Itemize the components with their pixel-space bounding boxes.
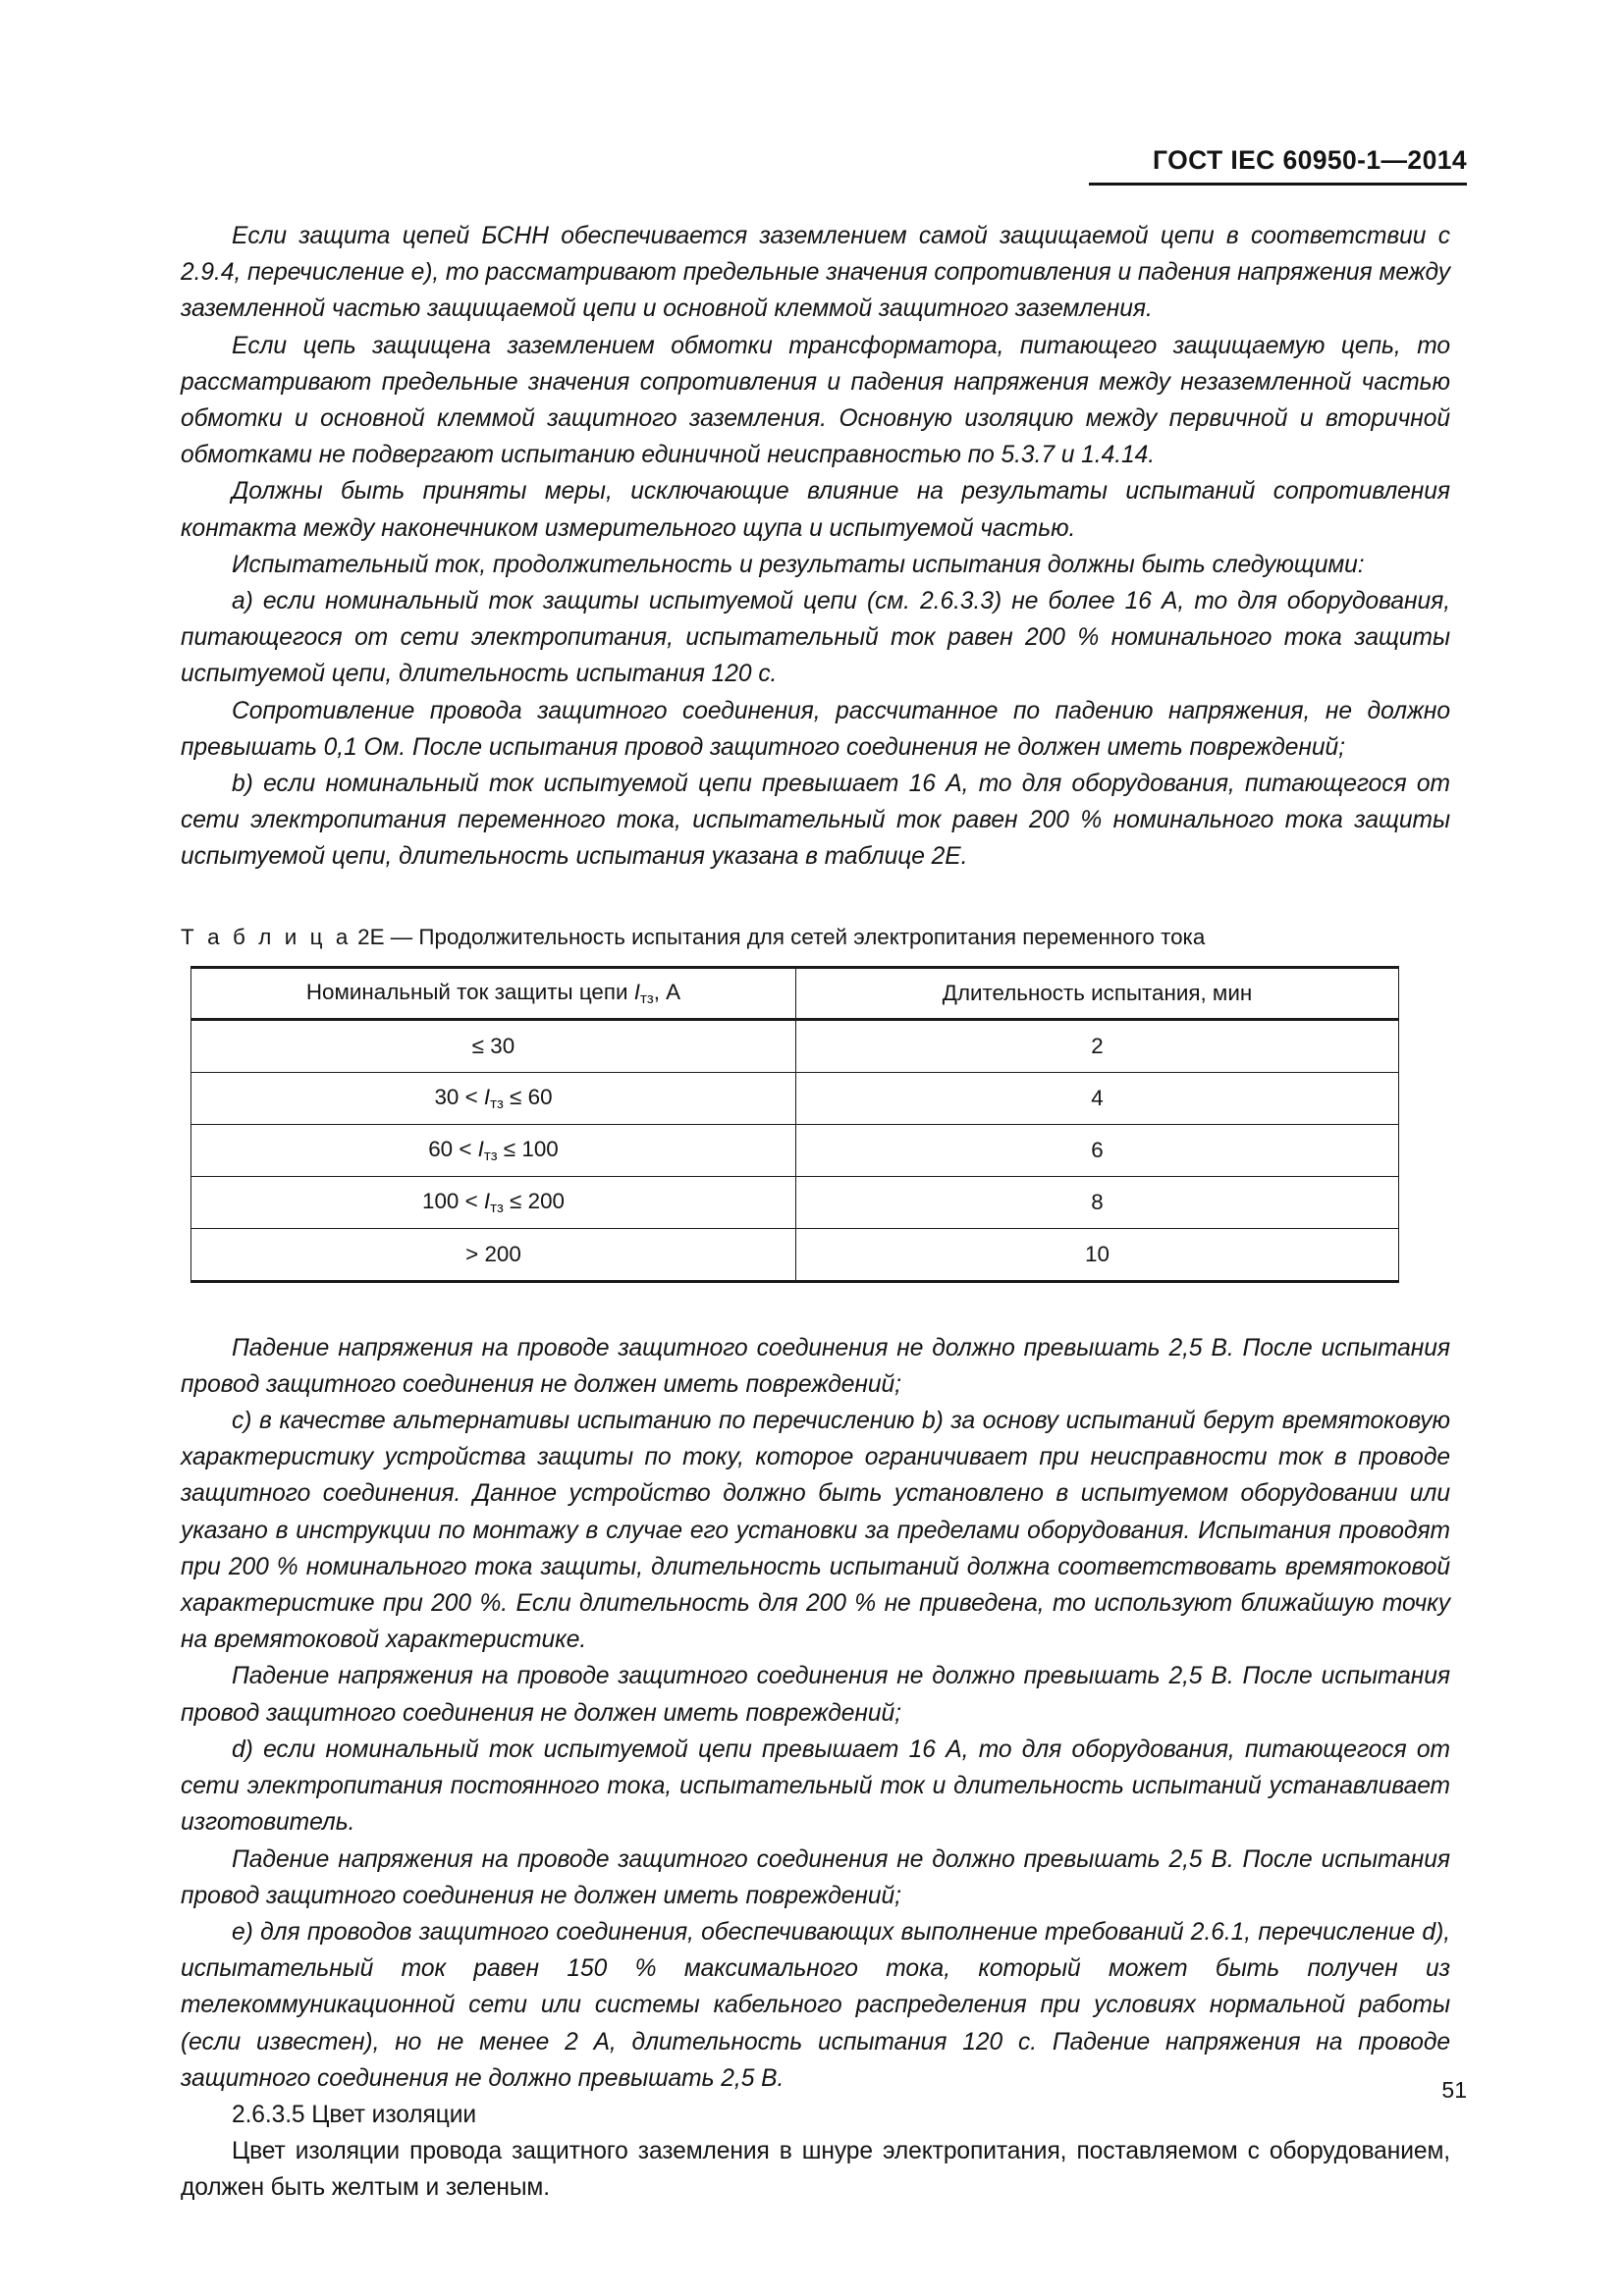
cell-duration: 4 xyxy=(796,1072,1399,1124)
cell-duration: 10 xyxy=(796,1228,1399,1281)
table-header-row xyxy=(191,967,1399,1019)
paragraph: d) если номинальный ток испытуемой цепи превышает 16 А, то для оборудования, питающегося от сети электропитания постоянного тока, испытательный ток и длительность испытаний устанавливает изготовитель. xyxy=(181,1735,1450,1837)
table-row xyxy=(191,1228,1399,1281)
cell-current: $100 < I_{тз} \le 200$ xyxy=(191,1176,796,1228)
running-header: ГОСТ IEC 60950-1—2014 xyxy=(1153,145,1467,175)
column-header-duration: Длительность испытания, мин xyxy=(796,967,1399,1019)
paragraph: е) для проводов защитного соединения, обеспечивающих выполнение требований 2.6.1, перечисление d), испытательный ток равен 150 % максимального тока, который может быть получен из телекоммуникационной сети или системы кабельного распределения при условиях нормальной работы (если известен), но не менее 2 А, длительность испытания 120 с. Падение напряжения на проводе защитного соединения не должно превышать 2,5 В. xyxy=(181,1918,1450,2092)
column-header-nominal-current: Номинальный ток защиты цепи $I_{тз}$, А xyxy=(191,967,796,1019)
paragraph: Падение напряжения на проводе защитного соединения не должно превышать 2,5 В. После испытания провод защитного соединения не должен иметь повреждений; xyxy=(181,1845,1450,1909)
table-caption-label: Т а б л и ц а xyxy=(181,924,352,949)
cell-duration: 8 xyxy=(796,1176,1399,1228)
table-caption-title: Продолжительность испытания для сетей электропитания переменного тока xyxy=(418,924,1206,949)
paragraph: Падение напряжения на проводе защитного соединения не должно превышать 2,5 В. После испытания провод защитного соединения не должен иметь повреждений; xyxy=(181,1334,1450,1398)
table-row xyxy=(191,1176,1399,1228)
cell-current: > 200 xyxy=(191,1228,796,1281)
spacer xyxy=(181,876,1450,923)
paragraph: Если защита цепей БСНН обеспечивается заземлением самой защищаемой цепи в соответствии с 2.9.4, перечисление е), то рассматривают предельные значения сопротивления и падения напряжения между заземленной частью защищаемой цепи и основной клеммой защитного заземления. xyxy=(181,223,1450,323)
page-content xyxy=(181,218,1450,2207)
table-caption-dash: — xyxy=(390,924,413,949)
cell-duration: 2 xyxy=(796,1019,1399,1072)
cell-current: $60 < I_{тз} \le 100$ xyxy=(191,1124,796,1176)
paragraph: с) в качестве альтернативы испытанию по перечислению b) за основу испытаний берут времятоковую характеристику устройства защиты по току, которое ограничивает при неисправности ток в проводе защитного соединения. Данное устройство должно быть установлено в испытуемом оборудовании или указано в инструкции по монтажу в случае его установки за пределами оборудования. Испытания проводят при 200 % номинального тока защиты, длительность испытаний должна соответствовать времятоковой характеристике при 200 %. Если длительность для 200 % не приведена, то используют ближайшую точку на времятоковой характеристике. xyxy=(181,1408,1450,1654)
cell-current: $30 < I_{тз} \le 60$ xyxy=(191,1072,796,1124)
paragraph: Испытательный ток, продолжительность и результаты испытания должны быть следующими: xyxy=(232,551,1365,578)
duration-table xyxy=(190,966,1399,1283)
page-number: 51 xyxy=(1441,2077,1467,2103)
paragraph: а) если номинальный ток защиты испытуемой цепи (см. 2.6.3.3) не более 16 А, то для оборудования, питающегося от сети электропитания, испытательный ток равен 200 % номинального тока защиты испытуемой цепи, длительность испытания 120 с. xyxy=(181,588,1450,688)
paragraph: b) если номинальный ток испытуемой цепи превышает 16 А, то для оборудования, питающегося от сети электропитания переменного тока, испытательный ток равен 200 % номинального тока защиты испытуемой цепи, длительность испытания указана в таблице 2Е. xyxy=(181,771,1450,871)
section-paragraph: Цвет изоляции провода защитного заземления в шнуре электропитания, поставляемом с оборудованием, должен быть желтым и зеленым. xyxy=(181,2138,1450,2202)
paragraph: Должны быть приняты меры, исключающие влияние на результаты испытаний сопротивления контакта между наконечником измерительного щупа и испытуемой частью. xyxy=(181,478,1450,542)
paragraph: Если цепь защищена заземлением обмотки трансформатора, питающего защищаемую цепь, то рассматривают предельные значения сопротивления и падения напряжения между незаземленной частью обмотки и основной клеммой защитного заземления. Основную изоляцию между первичной и вторичной обмотками не подвергают испытанию единичной неисправностью по 5.3.7 и 1.4.14. xyxy=(181,332,1450,469)
paragraph: Сопротивление провода защитного соединения, рассчитанное по падению напряжения, не должно превышать 0,1 Ом. После испытания провод защитного соединения не должен иметь повреждений; xyxy=(181,697,1450,761)
table-row xyxy=(191,1124,1399,1176)
paragraph: Падение напряжения на проводе защитного соединения не должно превышать 2,5 В. После испытания провод защитного соединения не должен иметь повреждений; xyxy=(181,1663,1450,1727)
cell-current: ≤ 30 xyxy=(191,1019,796,1072)
table-caption xyxy=(181,923,1450,952)
header-rule xyxy=(1089,183,1467,186)
table-row xyxy=(191,1019,1399,1072)
spacer xyxy=(181,952,1450,966)
section-heading: 2.6.3.5 Цвет изоляции xyxy=(232,2101,476,2128)
spacer xyxy=(181,1283,1450,1330)
cell-duration: 6 xyxy=(796,1124,1399,1176)
table-row xyxy=(191,1072,1399,1124)
table-caption-number: 2Е xyxy=(357,924,385,949)
